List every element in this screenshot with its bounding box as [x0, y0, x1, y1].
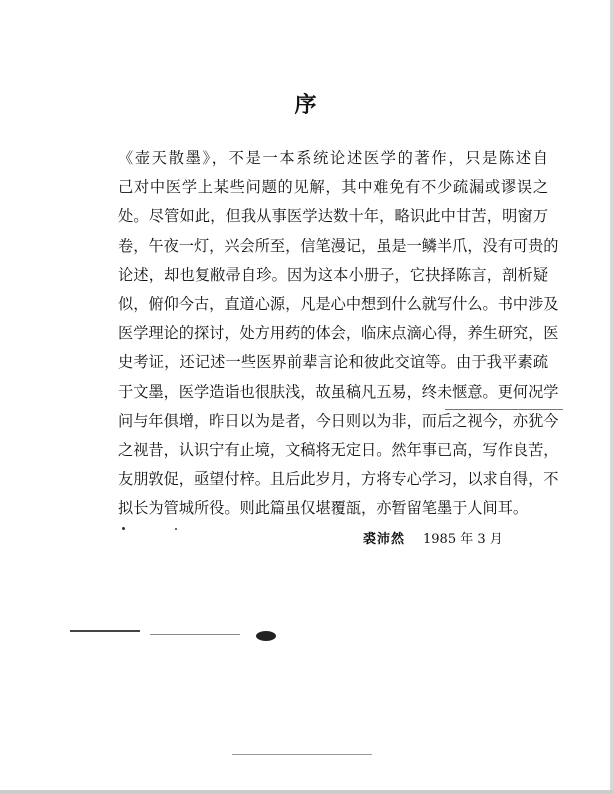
text-line: 似，俯仰今古，直道心源，凡是心中想到什么就写什么。书中涉及: [118, 294, 559, 313]
text-line: 拟长为管城所役。则此篇虽仅堪覆瓿，亦暂留笔墨于人间耳。: [118, 499, 529, 518]
preface-body: [118, 144, 559, 523]
text-line: 于文墨，医学造诣也很肤浅，故虽稿凡五易，终未惬意。更何况学: [118, 382, 559, 401]
signature-date: 1985 年 3 月: [423, 532, 503, 547]
text-line: 问与年俱增，昨日以为是者，今日则以为非，而后之视今，亦犹今: [118, 411, 559, 430]
text-line: 己对中医学上某些问题的见解，其中难免有不少疏漏或谬误之: [118, 178, 548, 197]
text-line: 之视昔，认识宁有止境，文稿将无定日。然年事已高，写作良苦，: [118, 440, 559, 459]
text-line: 论述，却也复敝帚自珍。因为这本小册子，它抉择陈言，剖析疑: [118, 265, 548, 284]
scan-artifact-line: [445, 409, 563, 410]
page-edge-bottom: [0, 790, 613, 794]
scan-artifact-line: [150, 634, 240, 635]
scan-artifact-speck: [256, 631, 276, 641]
text-line: 医学理论的探讨，处方用药的体会，临床点滴心得，养生研究，医: [118, 324, 559, 343]
scan-artifact-line: [70, 630, 140, 632]
text-line: 卷，午夜一灯，兴会所至，信笔漫记，虽是一鳞半爪，没有可贵的: [118, 236, 559, 255]
text-line: 处。尽管如此，但我从事医学达数十年，略识此中甘苦，明窗万: [118, 207, 548, 226]
signature: [363, 528, 503, 547]
page-title: 序: [294, 92, 319, 118]
text-line: 史考证，还记述一些医界前辈言论和彼此交谊等。由于我平素疏: [118, 353, 548, 372]
scan-artifact-line: [232, 754, 372, 755]
text-line: 《壶天散墨》，不是一本系统论述医学的著作，只是陈述自: [118, 149, 548, 167]
scan-artifact-speck: [175, 528, 177, 530]
scan-artifact-speck: [122, 527, 125, 530]
author-name: 裘沛然: [363, 532, 406, 547]
text-line: 友朋敦促，亟望付梓。且后此岁月，方将专心学习，以求自得，不: [118, 470, 559, 489]
